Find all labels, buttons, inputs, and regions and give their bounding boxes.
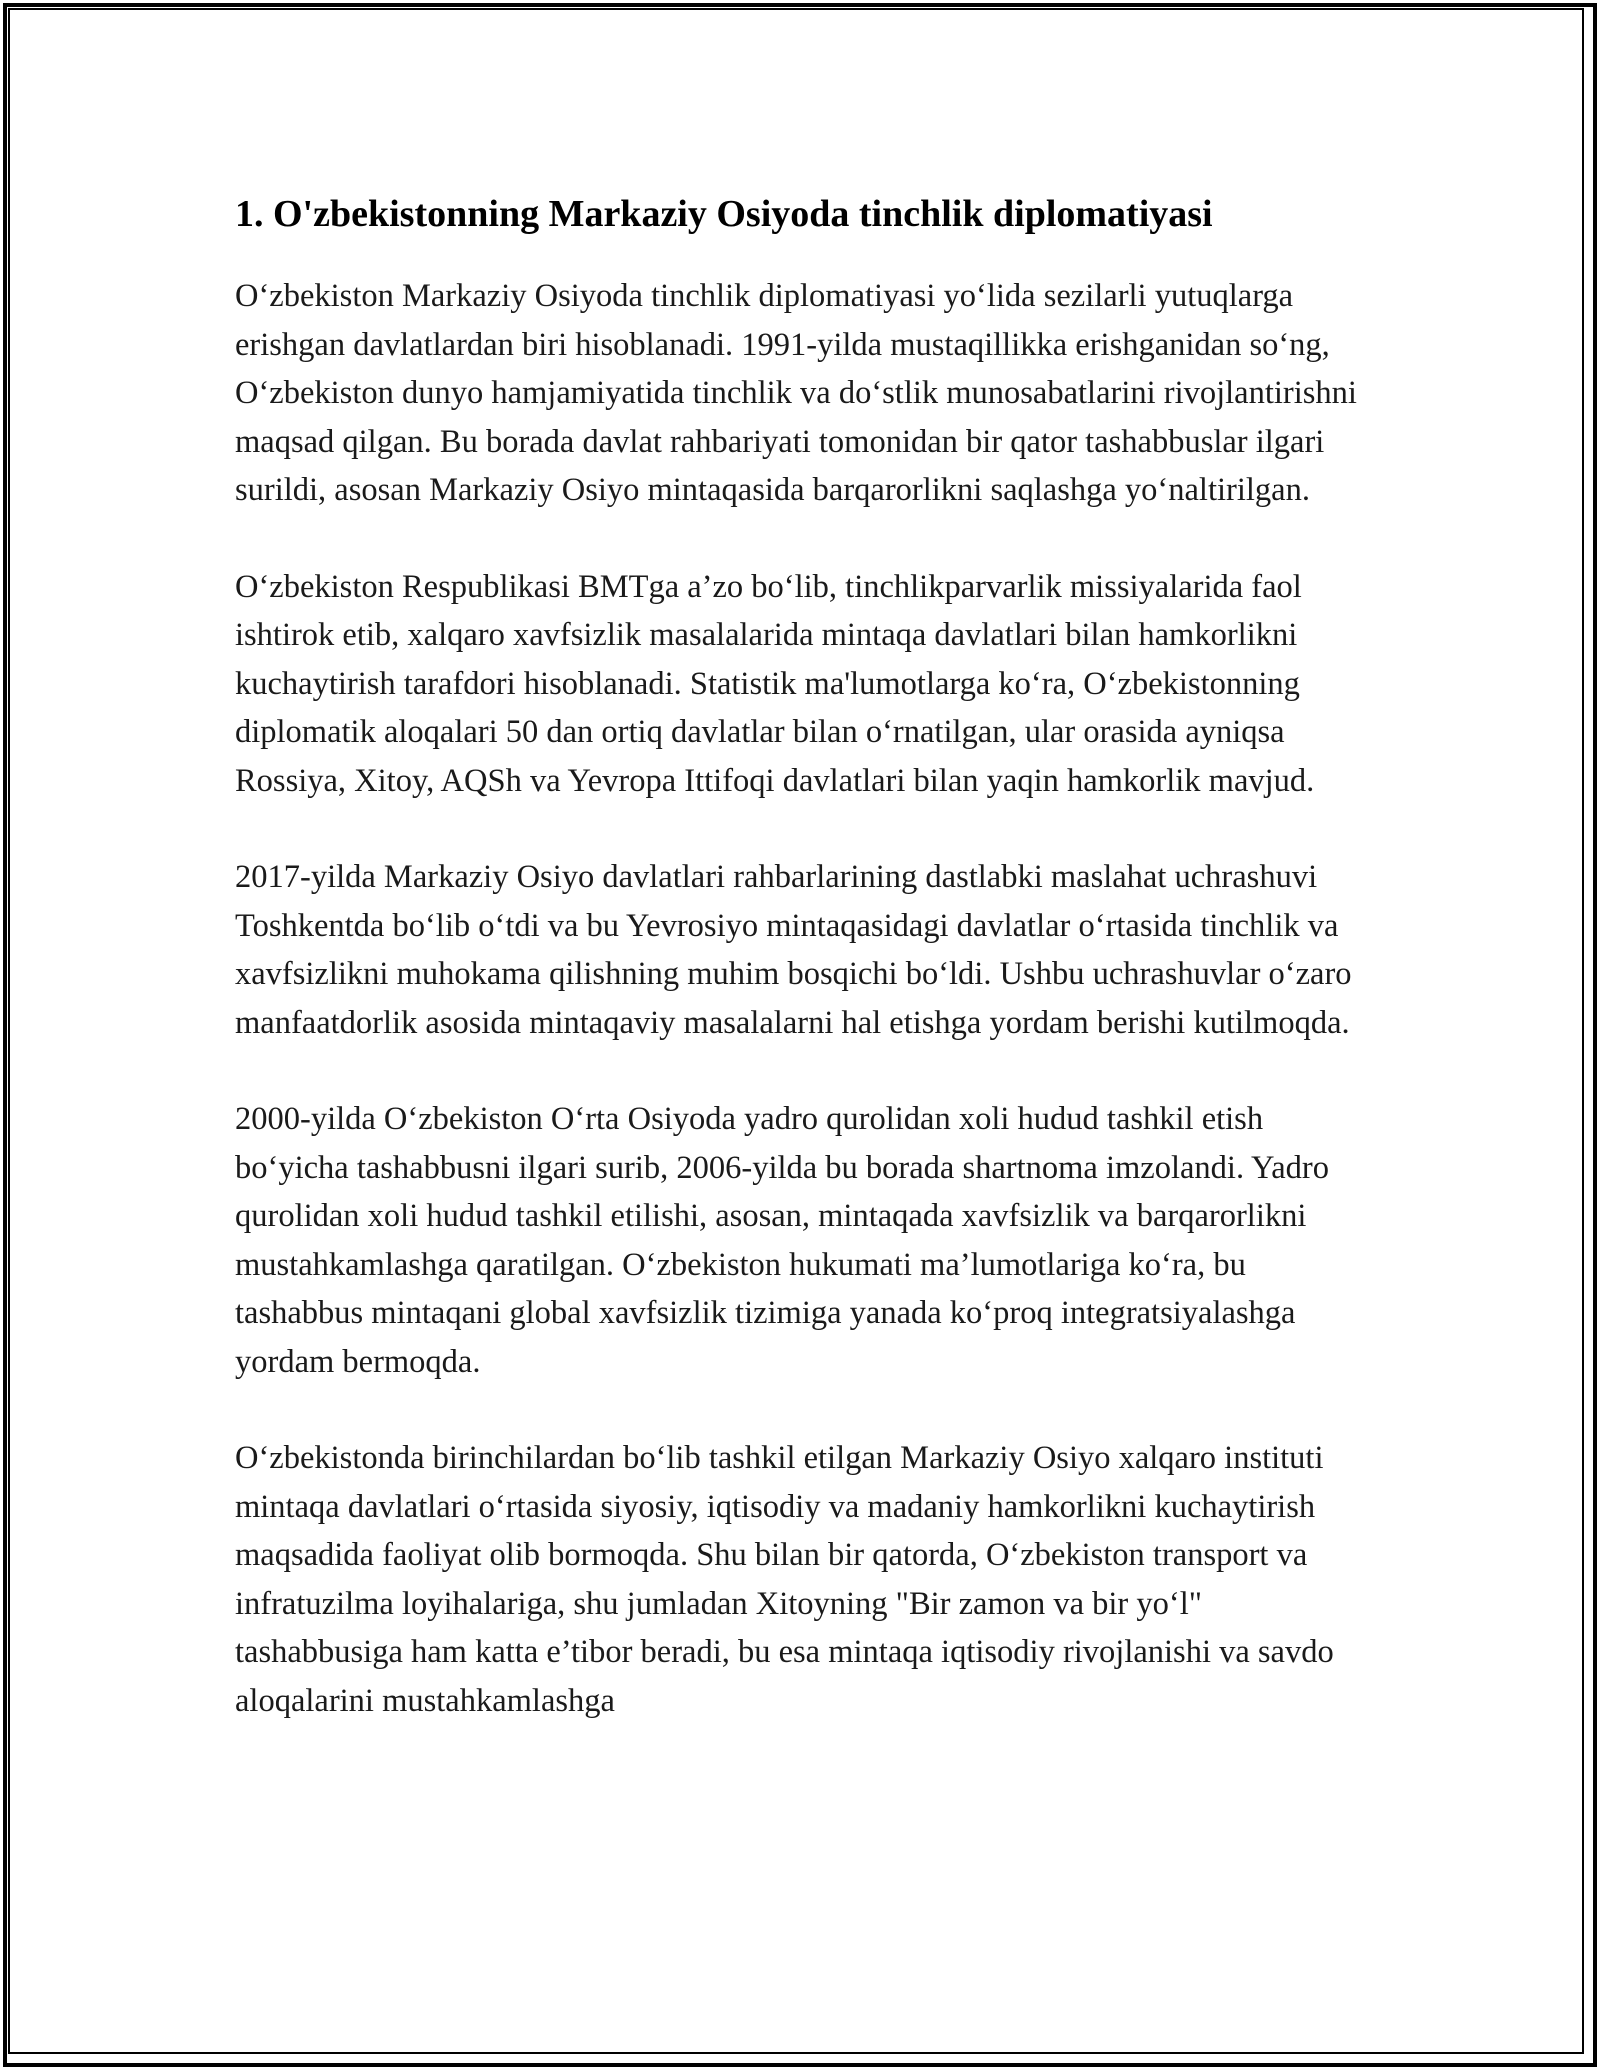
section-heading: 1. O'zbekistonning Markaziy Osiyoda tinchlik diplomatiyasi: [235, 193, 1213, 235]
paragraph-4: 2000-yilda O‘zbekiston O‘rta Osiyoda yadro qurolidan xoli hudud tashkil etish bo‘yicha tashabbusni ilgari surib, 2006-yilda bu borada shartnoma imzolandi. Yadro qurolidan xoli hudud tashkil etilishi, asosan, mintaqada xavfsizlik va barqarorlikni mustahkamlashga qaratilgan. O‘zbekiston hukumati ma’lumotlariga ko‘ra, bu tashabbus mintaqani global xavfsizlik tizimiga yanada ko‘proq integratsiyalashga yordam bermoqda.: [235, 1101, 1329, 1380]
paragraph-5: O‘zbekistonda birinchilardan bo‘lib tashkil etilgan Markaziy Osiyo xalqaro instituti mintaqa davlatlari o‘rtasida siyosiy, iqtisodiy va madaniy hamkorlikni kuchaytirish maqsadida faoliyat olib bormoqda. Shu bilan bir qatorda, O‘zbekiston transport va infratuzilma loyihalariga, shu jumladan Xitoyning "Bir zamon va bir yo‘l" tashabbusiga ham katta e’tibor beradi, bu esa mintaqa iqtisodiy rivojlanishi va savdo aloqalarini mustahkamlashga: [235, 1440, 1334, 1719]
document-page: [235, 186, 1365, 1725]
paragraph-1: O‘zbekiston Markaziy Osiyoda tinchlik diplomatiyasi yo‘lida sezilarli yutuqlarga erishgan davlatlardan biri hisoblanadi. 1991-yilda mustaqillikka erishganidan so‘ng, O‘zbekiston dunyo hamjamiyatida tinchlik va do‘stlik munosabatlarini rivojlantirishni maqsad qilgan. Bu borada davlat rahbariyati tomonidan bir qator tashabbuslar ilgari surildi, asosan Markaziy Osiyo mintaqasida barqarorlikni saqlashga yo‘naltirilgan.: [235, 278, 1357, 508]
paragraph-3: 2017-yilda Markaziy Osiyo davlatlari rahbarlarining dastlabki maslahat uchrashuvi Toshkentda bo‘lib o‘tdi va bu Yevrosiyo mintaqasidagi davlatlar o‘rtasida tinchlik va xavfsizlikni muhokama qilishning muhim bosqichi bo‘ldi. Ushbu uchrashuvlar o‘zaro manfaatdorlik asosida mintaqaviy masalalarni hal etishga yordam berishi kutilmoqda.: [235, 859, 1352, 1041]
paragraph-2: O‘zbekiston Respublikasi BMTga a’zo bo‘lib, tinchlikparvarlik missiyalarida faol ishtirok etib, xalqaro xavfsizlik masalalarida mintaqa davlatlari bilan hamkorlikni kuchaytirish tarafdori hisoblanadi. Statistik ma'lumotlarga ko‘ra, O‘zbekistonning diplomatik aloqalari 50 dan ortiq davlatlar bilan o‘rnatilgan, ular orasida ayniqsa Rossiya, Xitoy, AQSh va Yevropa Ittifoqi davlatlari bilan yaqin hamkorlik mavjud.: [235, 568, 1315, 799]
